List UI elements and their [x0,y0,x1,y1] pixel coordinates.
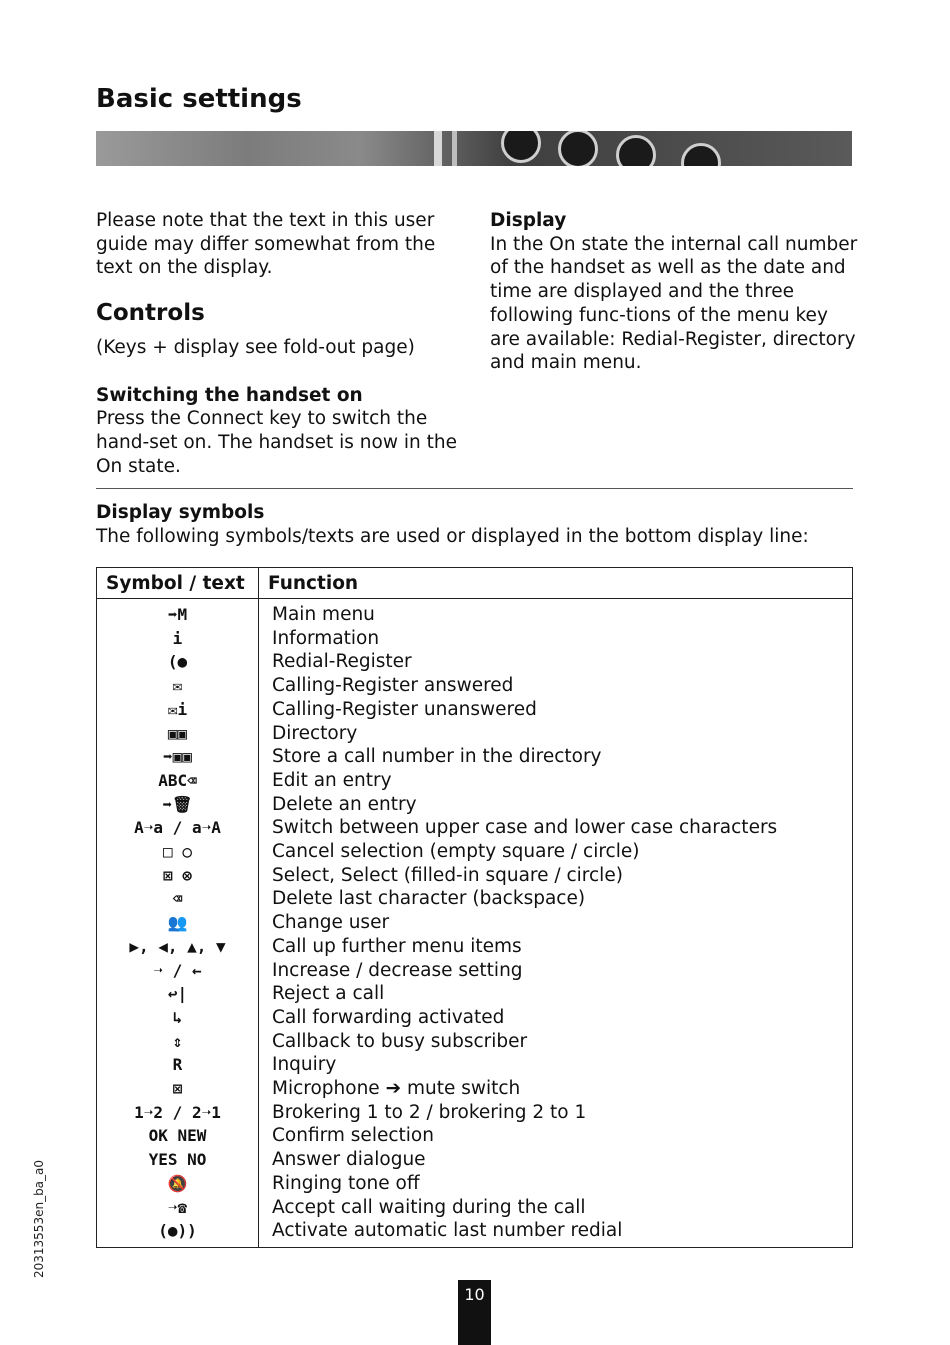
symbol-cell: ABC⌫ [97,769,259,793]
column-header-function: Function [259,568,853,599]
table-row [97,1172,853,1196]
symbol-cell: ➡▣▣ [97,745,259,769]
keypad-button-graphic [681,143,721,166]
symbol-cell: ⌫ [97,887,259,911]
function-cell: Change user [259,911,853,935]
function-cell: Microphone ➔ mute switch [259,1077,853,1101]
table-row [97,722,853,746]
document-code: 20313553en_ba_a0 [32,1159,46,1278]
table-row [97,840,853,864]
right-column [490,209,862,375]
symbol-cell: i [97,627,259,651]
symbol-cell: ➝☎ [97,1196,259,1220]
symbol-cell: ⊠ ⊗ [97,864,259,888]
banner-highlight [452,131,457,166]
symbol-cell: □ ○ [97,840,259,864]
column-header-symbol: Symbol / text [97,568,259,599]
table-row [97,1101,853,1125]
table-row [97,887,853,911]
display-heading: Display [490,210,567,231]
table-row [97,1006,853,1030]
switch-on-text: Press the Connect key to switch the hand-set on. The handset is now in the On state. [96,408,457,477]
table-row [97,1124,853,1148]
function-cell: Select, Select (filled-in square / circle) [259,864,853,888]
symbols-table-body [97,599,853,1248]
function-cell: Activate automatic last number redial [259,1219,853,1247]
function-cell: Calling-Register answered [259,674,853,698]
symbol-cell: ▶, ◀, ▲, ▼ [97,935,259,959]
function-cell: Call forwarding activated [259,1006,853,1030]
function-cell: Edit an entry [259,769,853,793]
symbol-cell: 👥 [97,911,259,935]
table-row [97,1219,853,1247]
function-cell: Reject a call [259,982,853,1006]
keypad-button-graphic [501,131,541,163]
keys-note: (Keys + display see fold-out page) [96,336,415,358]
display-symbols-section [96,501,856,548]
function-cell: Callback to busy subscriber [259,1030,853,1054]
function-cell: Confirm selection [259,1124,853,1148]
table-row [97,1148,853,1172]
function-cell: Main menu [259,599,853,627]
symbol-cell: ➡M [97,599,259,627]
keypad-button-graphic [616,135,656,166]
symbol-cell: A➝a / a➝A [97,816,259,840]
symbol-cell: ⇕ [97,1030,259,1054]
display-text: In the On state the internal call number of the handset as well as the date and time are displayed and the three following func-tions of the menu key are available: Redial-Register, directory and main menu. [490,233,858,374]
function-cell: Call up further menu items [259,935,853,959]
function-cell: Inquiry [259,1053,853,1077]
function-cell: Information [259,627,853,651]
table-row [97,769,853,793]
symbol-cell: (● [97,650,259,674]
symbol-cell: ✉ [97,674,259,698]
symbol-cell: YES NO [97,1148,259,1172]
symbol-cell: R [97,1053,259,1077]
function-cell: Store a call number in the directory [259,745,853,769]
table-row [97,864,853,888]
function-cell: Accept call waiting during the call [259,1196,853,1220]
function-cell: Delete last character (backspace) [259,887,853,911]
function-cell: Answer dialogue [259,1148,853,1172]
section-divider [96,488,853,489]
table-row [97,627,853,651]
function-cell: Cancel selection (empty square / circle) [259,840,853,864]
left-column [96,209,468,478]
switch-on-heading: Switching the handset on [96,384,363,406]
symbol-cell: ↩| [97,982,259,1006]
table-row [97,911,853,935]
symbol-cell: ↳ [97,1006,259,1030]
header-banner-image [96,131,852,166]
table-row [97,793,853,817]
table-row [97,650,853,674]
symbol-cell: ✉i [97,698,259,722]
intro-paragraph: Please note that the text in this user guide may differ somewhat from the text on the display. [96,210,436,279]
symbol-cell: ➡🗑 [97,793,259,817]
function-cell: Increase / decrease setting [259,959,853,983]
page-number: 10 [458,1280,491,1345]
table-row [97,959,853,983]
table-row [97,698,853,722]
function-cell: Directory [259,722,853,746]
function-cell: Switch between upper case and lower case characters [259,816,853,840]
display-symbols-intro: The following symbols/texts are used or displayed in the bottom display line: [96,525,809,547]
table-row [97,816,853,840]
symbol-cell: OK NEW [97,1124,259,1148]
table-row [97,1077,853,1101]
symbol-cell: 🔕 [97,1172,259,1196]
table-row [97,745,853,769]
table-row [97,1053,853,1077]
banner-highlight [434,131,442,166]
table-row [97,674,853,698]
function-cell: Ringing tone off [259,1172,853,1196]
table-row [97,935,853,959]
keypad-button-graphic [558,131,598,166]
display-symbols-heading: Display symbols [96,502,265,523]
table-row [97,982,853,1006]
symbols-table [96,567,853,1248]
function-cell: Redial-Register [259,650,853,674]
function-cell: Delete an entry [259,793,853,817]
function-cell: Calling-Register unanswered [259,698,853,722]
symbol-cell: (●)) [97,1219,259,1247]
table-row [97,599,853,627]
table-row [97,1030,853,1054]
function-cell: Brokering 1 to 2 / brokering 2 to 1 [259,1101,853,1125]
page-title: Basic settings [96,84,302,114]
symbol-cell: ▣▣ [97,722,259,746]
table-header-row [97,568,853,599]
symbol-cell: ⊠ [97,1077,259,1101]
symbol-cell: 1➝2 / 2➝1 [97,1101,259,1125]
symbol-cell: ➝ / ← [97,959,259,983]
table-row [97,1196,853,1220]
controls-heading: Controls [96,300,205,327]
